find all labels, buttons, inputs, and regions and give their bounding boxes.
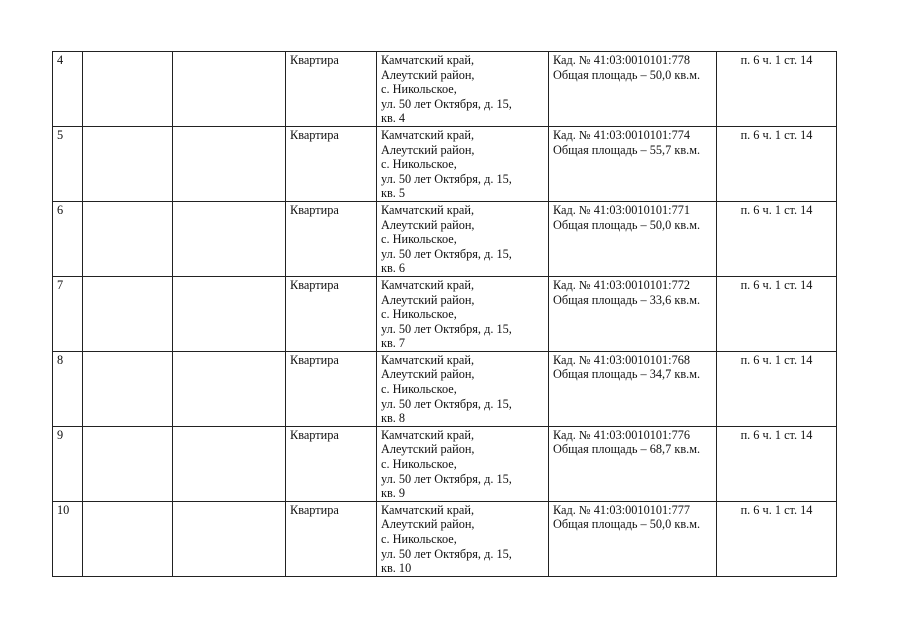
address-cell	[377, 201, 549, 276]
row-number-cell: 4	[53, 52, 83, 127]
empty-cell	[83, 52, 173, 127]
address-cell	[377, 126, 549, 201]
address-line: Камчатский край,	[381, 53, 475, 67]
address-line: кв. 6	[381, 261, 406, 276]
legal-basis-cell: п. 6 ч. 1 ст. 14	[717, 126, 837, 201]
address-line: Камчатский край,	[381, 427, 475, 442]
cadastral-number: Кад. № 41:03:0010101:771	[553, 202, 691, 217]
property-registry-table	[52, 51, 837, 577]
characteristics-cell	[549, 276, 717, 351]
address-line: с. Никольское,	[381, 532, 457, 546]
empty-cell	[173, 52, 286, 127]
object-type-cell: Квартира	[286, 426, 377, 501]
total-area: Общая площадь – 33,6 кв.м.	[553, 292, 701, 307]
address-line: Алеутский район,	[381, 367, 475, 382]
address-line: ул. 50 лет Октября, д. 15,	[381, 246, 512, 261]
object-type-cell: Квартира	[286, 52, 377, 127]
address-cell	[377, 276, 549, 351]
total-area: Общая площадь – 50,0 кв.м.	[553, 67, 701, 82]
address-cell	[377, 52, 549, 127]
empty-cell	[83, 351, 173, 426]
total-area: Общая площадь – 50,0 кв.м.	[553, 517, 701, 532]
row-number-cell: 6	[53, 201, 83, 276]
address-cell	[377, 501, 549, 576]
legal-basis-cell: п. 6 ч. 1 ст. 14	[717, 426, 837, 501]
address-line: кв. 4	[381, 111, 406, 126]
empty-cell	[83, 126, 173, 201]
object-type-cell: Квартира	[286, 201, 377, 276]
address-line: Алеутский район,	[381, 217, 475, 232]
address-line: Камчатский край,	[381, 502, 475, 517]
object-type-cell: Квартира	[286, 126, 377, 201]
address-line: с. Никольское,	[381, 82, 457, 97]
total-area: Общая площадь – 50,0 кв.м.	[553, 217, 701, 232]
address-cell	[377, 351, 549, 426]
empty-cell	[83, 501, 173, 576]
characteristics-cell	[549, 351, 717, 426]
object-type-cell: Квартира	[286, 351, 377, 426]
table-row	[53, 126, 837, 201]
address-line: с. Никольское,	[381, 157, 457, 172]
address-line: Камчатский край,	[381, 277, 475, 292]
characteristics-cell	[549, 126, 717, 201]
total-area: Общая площадь – 34,7 кв.м.	[553, 367, 701, 382]
address-line: ул. 50 лет Октября, д. 15,	[381, 396, 512, 411]
row-number-cell: 8	[53, 351, 83, 426]
empty-cell	[173, 501, 286, 576]
address-line: Камчатский край,	[381, 127, 475, 142]
address-line: Камчатский край,	[381, 352, 475, 367]
row-number-cell: 5	[53, 126, 83, 201]
table-row	[53, 52, 837, 127]
legal-basis-cell: п. 6 ч. 1 ст. 14	[717, 201, 837, 276]
object-type-cell: Квартира	[286, 276, 377, 351]
address-line: с. Никольское,	[381, 457, 457, 472]
total-area: Общая площадь – 68,7 кв.м.	[553, 442, 701, 457]
characteristics-cell	[549, 501, 717, 576]
address-line: кв. 7	[381, 336, 406, 351]
characteristics-cell	[549, 426, 717, 501]
table-row	[53, 276, 837, 351]
table-row	[53, 501, 837, 576]
legal-basis-cell: п. 6 ч. 1 ст. 14	[717, 501, 837, 576]
object-type-cell: Квартира	[286, 501, 377, 576]
empty-cell	[173, 426, 286, 501]
empty-cell	[173, 351, 286, 426]
characteristics-cell	[549, 52, 717, 127]
address-line: кв. 8	[381, 411, 406, 426]
table-row	[53, 351, 837, 426]
legal-basis-cell: п. 6 ч. 1 ст. 14	[717, 52, 837, 127]
empty-cell	[83, 426, 173, 501]
legal-basis-cell: п. 6 ч. 1 ст. 14	[717, 276, 837, 351]
address-line: с. Никольское,	[381, 307, 457, 322]
empty-cell	[83, 201, 173, 276]
cadastral-number: Кад. № 41:03:0010101:778	[553, 53, 691, 67]
row-number-cell: 9	[53, 426, 83, 501]
cadastral-number: Кад. № 41:03:0010101:768	[553, 352, 691, 367]
cadastral-number: Кад. № 41:03:0010101:774	[553, 127, 691, 142]
address-line: ул. 50 лет Октября, д. 15,	[381, 171, 512, 186]
address-line: ул. 50 лет Октября, д. 15,	[381, 471, 512, 486]
empty-cell	[173, 201, 286, 276]
empty-cell	[173, 126, 286, 201]
address-line: кв. 9	[381, 486, 406, 501]
row-number-cell: 10	[53, 501, 83, 576]
address-line: Алеутский район,	[381, 517, 475, 532]
address-line: Алеутский район,	[381, 292, 475, 307]
address-line: ул. 50 лет Октября, д. 15,	[381, 546, 512, 561]
characteristics-cell	[549, 201, 717, 276]
cadastral-number: Кад. № 41:03:0010101:777	[553, 502, 691, 517]
table-row	[53, 201, 837, 276]
address-line: Алеутский район,	[381, 442, 475, 457]
row-number-cell: 7	[53, 276, 83, 351]
registry-body	[53, 52, 837, 577]
address-line: Алеутский район,	[381, 67, 475, 82]
address-line: с. Никольское,	[381, 382, 457, 397]
address-line: Камчатский край,	[381, 202, 475, 217]
address-line: ул. 50 лет Октября, д. 15,	[381, 321, 512, 336]
address-line: Алеутский район,	[381, 142, 475, 157]
cadastral-number: Кад. № 41:03:0010101:776	[553, 427, 691, 442]
address-line: кв. 10	[381, 561, 412, 576]
address-cell	[377, 426, 549, 501]
empty-cell	[83, 276, 173, 351]
total-area: Общая площадь – 55,7 кв.м.	[553, 142, 701, 157]
legal-basis-cell: п. 6 ч. 1 ст. 14	[717, 351, 837, 426]
address-line: кв. 5	[381, 186, 406, 201]
address-line: с. Никольское,	[381, 232, 457, 247]
address-line: ул. 50 лет Октября, д. 15,	[381, 96, 512, 111]
cadastral-number: Кад. № 41:03:0010101:772	[553, 277, 691, 292]
table-row	[53, 426, 837, 501]
empty-cell	[173, 276, 286, 351]
